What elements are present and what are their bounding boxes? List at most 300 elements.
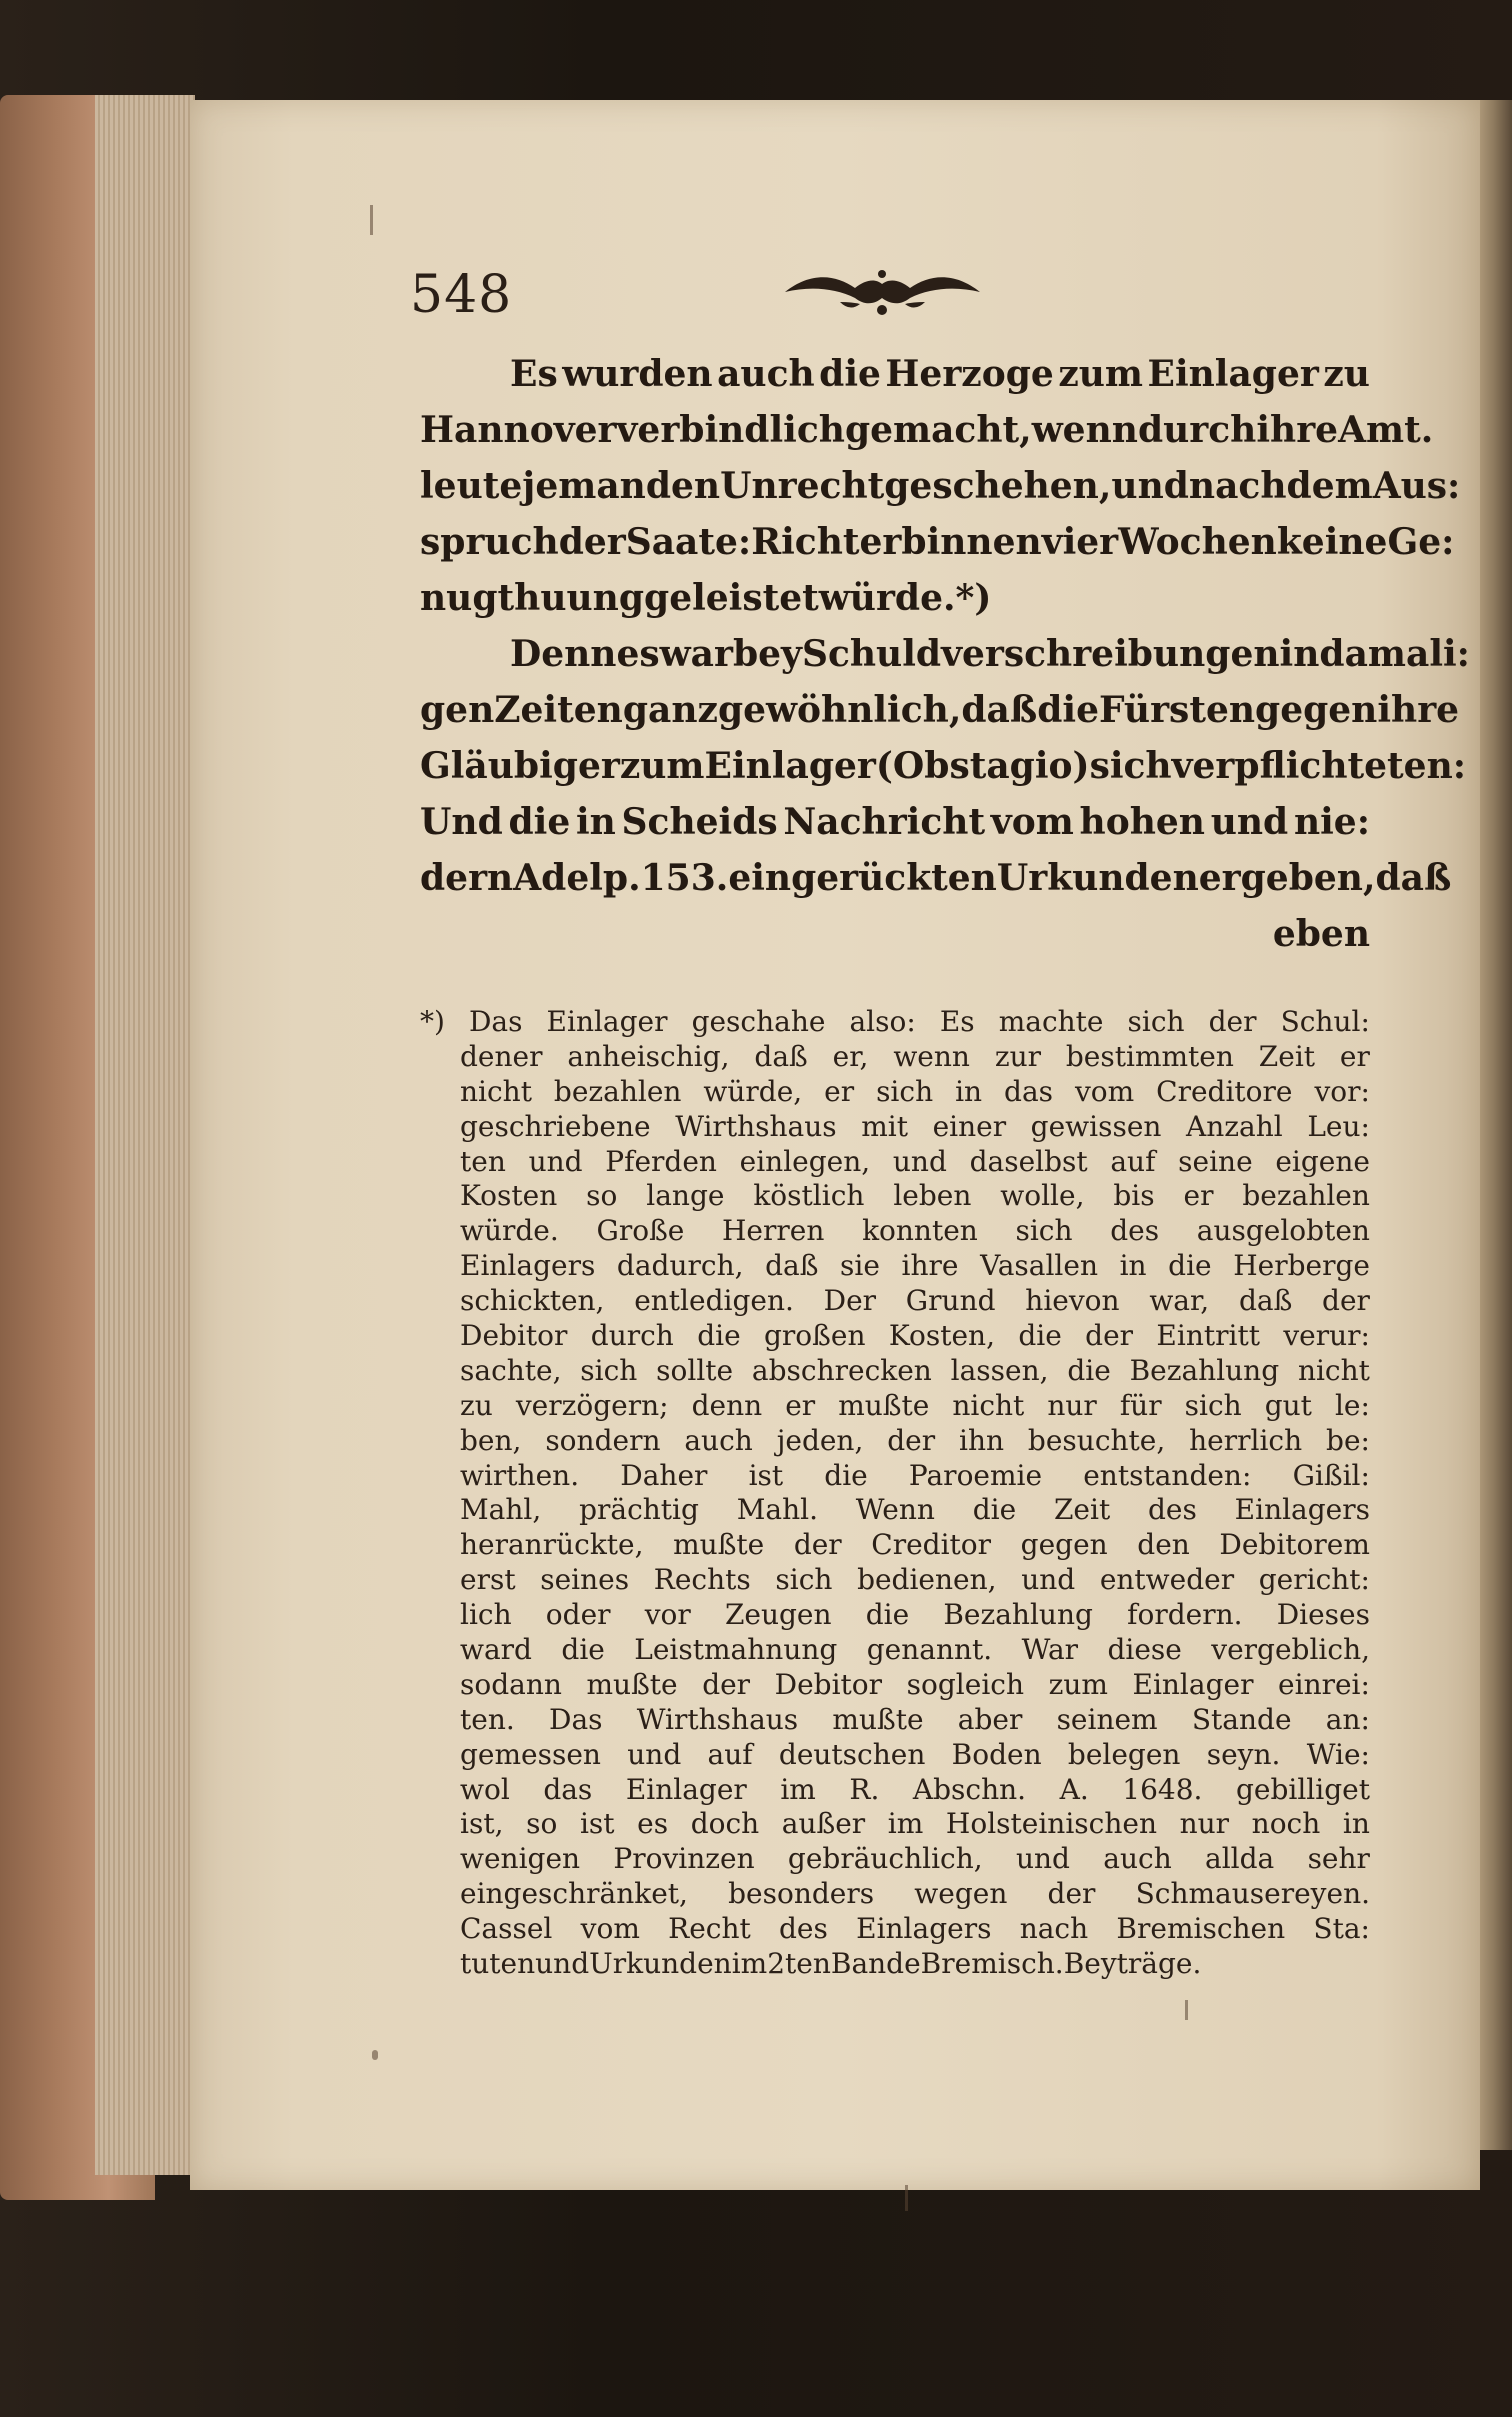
- footnote-line: [460, 1179, 1370, 1214]
- word: so: [586, 1179, 618, 1213]
- word: Abschn.: [912, 1772, 1027, 1806]
- word: bedienen,: [857, 1563, 997, 1597]
- word: deutschen: [778, 1737, 926, 1771]
- word: Aus:: [1372, 465, 1461, 507]
- word: durch: [590, 1319, 674, 1353]
- word: seine: [1178, 1144, 1253, 1178]
- footnote-line: [460, 1773, 1370, 1808]
- word: des: [1148, 1493, 1197, 1527]
- word: die: [1037, 689, 1099, 731]
- word: und: [535, 1947, 590, 1981]
- word: Amt.: [1338, 409, 1434, 451]
- word: Adel: [513, 857, 603, 899]
- word: besonders: [728, 1877, 875, 1911]
- word: ihn: [959, 1423, 1005, 1457]
- word: ist: [579, 1807, 615, 1841]
- word: die: [561, 1633, 605, 1667]
- word: gegen: [1020, 1528, 1108, 1562]
- word: Das: [468, 1005, 523, 1038]
- word: das: [1004, 1074, 1054, 1108]
- word: nicht: [1297, 1353, 1370, 1387]
- word: ten: [460, 1144, 506, 1178]
- footnote-line: [460, 1459, 1370, 1494]
- text-line: [420, 626, 1470, 682]
- word: die: [1018, 1319, 1062, 1353]
- word: zu: [1323, 353, 1370, 395]
- word: ausgelobten: [1196, 1214, 1370, 1248]
- word: Zeiten: [494, 689, 623, 731]
- word: Herberge: [1233, 1249, 1370, 1283]
- word: Zeit: [1053, 1493, 1111, 1527]
- word: zu: [460, 1388, 493, 1422]
- word: sachte,: [460, 1353, 562, 1387]
- word: Creditor: [871, 1528, 992, 1562]
- footnote-line: [460, 1424, 1370, 1459]
- footnote-line: [420, 1005, 1370, 1040]
- word: die: [1168, 1249, 1212, 1283]
- word: die: [972, 1493, 1017, 1527]
- word: Einlager: [1132, 1667, 1254, 1701]
- word: vier: [1041, 521, 1119, 563]
- catchword: eben: [1272, 913, 1370, 955]
- word: entstanden:: [1083, 1458, 1252, 1492]
- word: die: [824, 1458, 868, 1492]
- word: Wie:: [1306, 1737, 1370, 1771]
- word: Recht: [668, 1912, 751, 1946]
- word: verpflichteten:: [1171, 745, 1467, 787]
- word: wenn: [1031, 409, 1138, 451]
- word: nie:: [1293, 801, 1370, 843]
- footnote-line: [460, 1075, 1370, 1110]
- word: genannt.: [866, 1633, 993, 1667]
- word: *): [955, 577, 992, 619]
- word: nach: [1188, 465, 1287, 507]
- word: Einlager: [625, 1772, 747, 1806]
- word: leben: [893, 1179, 972, 1213]
- word: oder: [545, 1598, 611, 1632]
- word: erst: [460, 1563, 516, 1597]
- word: verzögern;: [515, 1388, 669, 1422]
- word: le:: [1334, 1388, 1370, 1422]
- word: Große: [596, 1214, 685, 1248]
- word: und: [1015, 1842, 1070, 1876]
- word: nur: [1179, 1807, 1230, 1841]
- word: Grund: [905, 1284, 996, 1318]
- word: bestimmten: [1065, 1039, 1234, 1073]
- word: Es: [510, 353, 558, 395]
- word: Einlager: [1147, 353, 1319, 395]
- word: nicht: [952, 1388, 1025, 1422]
- word: diese: [1107, 1633, 1182, 1667]
- word: ben,: [460, 1423, 522, 1457]
- word: denn: [691, 1388, 763, 1422]
- word: Herzoge: [885, 353, 1054, 395]
- word: sich: [1184, 1388, 1242, 1422]
- word: Leistmahnung: [634, 1633, 838, 1667]
- footnote-line: [460, 1807, 1370, 1842]
- word: wol: [460, 1772, 510, 1806]
- word: verbindlich: [616, 409, 845, 451]
- word: Schuldverschreibungen: [801, 633, 1280, 675]
- word: und: [627, 1737, 682, 1771]
- word: sogleich: [906, 1667, 1024, 1701]
- word: würde.: [460, 1214, 559, 1248]
- word: ihre: [1256, 409, 1339, 451]
- word: Rechts: [653, 1563, 751, 1597]
- word: nach: [1019, 1912, 1089, 1946]
- word: anheischig,: [567, 1039, 730, 1073]
- word: Denn: [510, 633, 617, 675]
- main-text: [420, 346, 1470, 962]
- word: sich: [580, 1353, 638, 1387]
- word: seinem: [1056, 1702, 1158, 1736]
- word: vom: [990, 801, 1074, 843]
- word: Einlagers: [460, 1249, 596, 1283]
- word: eingerückten: [728, 857, 997, 899]
- word: leute: [420, 465, 523, 507]
- word: 153.: [640, 857, 729, 899]
- word: Gläubiger: [420, 745, 620, 787]
- word: bezahlen: [1242, 1179, 1370, 1213]
- word: in: [1279, 633, 1320, 675]
- word: der: [1085, 1319, 1134, 1353]
- word: abschrecken: [751, 1353, 932, 1387]
- word: Provinzen: [613, 1842, 755, 1876]
- word: gewöhnlich,: [717, 689, 962, 731]
- paper-speck: [372, 2050, 378, 2060]
- word: gericht:: [1258, 1563, 1370, 1597]
- word: vor: [644, 1598, 691, 1632]
- word: für: [1119, 1388, 1162, 1422]
- paragraph-2: [420, 626, 1470, 906]
- word: p.: [602, 857, 641, 899]
- word: Der: [823, 1284, 877, 1318]
- footnote-line: [460, 1877, 1370, 1912]
- word: gen: [420, 689, 495, 731]
- word: damali:: [1319, 633, 1470, 675]
- paper-speck: [1185, 2000, 1188, 2020]
- word: eingeschränket,: [460, 1877, 688, 1911]
- footnote-line: [460, 1214, 1370, 1249]
- word: Holsteinischen: [945, 1807, 1157, 1841]
- word: Einlagers: [856, 1912, 992, 1946]
- word: bezahlen: [553, 1074, 682, 1108]
- word: den: [1137, 1528, 1190, 1562]
- word: auch: [1103, 1842, 1172, 1876]
- word: wegen: [914, 1877, 1008, 1911]
- word: Herren: [722, 1214, 825, 1248]
- text-line: [420, 682, 1460, 738]
- word: und: [1021, 1563, 1076, 1597]
- word: schickten,: [460, 1284, 605, 1318]
- word: sich: [775, 1563, 833, 1597]
- word: und: [892, 1144, 947, 1178]
- word: Bezahlung: [1129, 1353, 1280, 1387]
- word: in: [1119, 1249, 1147, 1283]
- word: der: [793, 1528, 842, 1562]
- footnote-line: [460, 1633, 1370, 1668]
- word: die: [1067, 1353, 1111, 1387]
- word: er: [785, 1388, 816, 1422]
- word: sich: [1089, 745, 1172, 787]
- word: der: [558, 521, 626, 563]
- footnote-line: [460, 1703, 1370, 1738]
- word: Das: [549, 1702, 603, 1736]
- word: nicht: [460, 1074, 532, 1108]
- text-line: [420, 570, 1370, 626]
- word: wurden: [562, 353, 713, 395]
- word: R.: [849, 1772, 880, 1806]
- footnote-line: [460, 1354, 1370, 1389]
- word: mußte: [586, 1667, 678, 1701]
- word: Dieses: [1276, 1598, 1370, 1632]
- word: *): [420, 1005, 445, 1038]
- word: jemanden: [522, 465, 721, 507]
- word: Eintritt: [1156, 1319, 1260, 1353]
- word: Debitor: [774, 1667, 883, 1701]
- word: Bezahlung: [943, 1598, 1093, 1632]
- word: zum: [1058, 353, 1144, 395]
- word: Hannover: [420, 409, 617, 451]
- word: im: [887, 1807, 924, 1841]
- word: sondern: [545, 1423, 661, 1457]
- word: bis: [1113, 1179, 1155, 1213]
- word: gemessen: [460, 1737, 601, 1771]
- footnote-line: [460, 1249, 1370, 1284]
- footnote-line: [460, 1668, 1370, 1703]
- word: Kosten,: [888, 1319, 995, 1353]
- word: keine: [1276, 521, 1388, 563]
- word: in: [1342, 1807, 1370, 1841]
- word: Beyträge.: [1063, 1947, 1202, 1981]
- word: einrei:: [1278, 1667, 1370, 1701]
- word: wenigen: [460, 1842, 581, 1876]
- word: wirthen.: [460, 1458, 580, 1492]
- word: gut: [1264, 1388, 1312, 1422]
- word: Und: [420, 801, 503, 843]
- word: belegen: [1067, 1737, 1181, 1771]
- page-stack: [95, 95, 195, 2175]
- word: mußte: [832, 1702, 924, 1736]
- word: Wochen: [1118, 521, 1277, 563]
- word: es: [616, 633, 660, 675]
- word: sodann: [460, 1667, 562, 1701]
- word: Unrecht: [720, 465, 885, 507]
- word: 2ten: [767, 1947, 831, 1981]
- paper-speck: [905, 2185, 908, 2211]
- word: daß: [1238, 1284, 1293, 1318]
- word: doch: [690, 1807, 760, 1841]
- word: Anzahl: [1186, 1109, 1283, 1143]
- footnote-line: [460, 1284, 1370, 1319]
- word: Pferden: [605, 1144, 717, 1178]
- word: würde.: [818, 577, 956, 619]
- word: dadurch,: [616, 1249, 744, 1283]
- word: Wirthshaus: [675, 1109, 837, 1143]
- word: Cassel: [460, 1912, 553, 1946]
- word: Zeit: [1258, 1039, 1316, 1073]
- word: großen: [764, 1319, 866, 1353]
- footnote-line: [460, 1947, 1370, 1982]
- word: ihre: [901, 1249, 959, 1283]
- word: Saate:Richter: [625, 521, 902, 563]
- word: auch: [684, 1423, 753, 1457]
- word: ist,: [460, 1807, 504, 1841]
- word: Mahl,: [460, 1493, 542, 1527]
- word: prächtig: [579, 1493, 699, 1527]
- word: Wirthshaus: [636, 1702, 799, 1736]
- word: sehr: [1307, 1842, 1370, 1876]
- word: bey: [732, 633, 802, 675]
- word: Bremisch.: [920, 1947, 1064, 1981]
- word: dern: [420, 857, 514, 899]
- word: verur:: [1283, 1319, 1370, 1353]
- text-line: [420, 402, 1434, 458]
- word: auch: [717, 353, 815, 395]
- word: be:: [1326, 1423, 1370, 1457]
- word: Debitor: [460, 1319, 568, 1353]
- word: auf: [1110, 1144, 1156, 1178]
- word: und: [1210, 801, 1289, 843]
- text-line: [420, 346, 1370, 402]
- word: die: [865, 1598, 910, 1632]
- word: ihre: [1377, 689, 1460, 731]
- word: allda: [1205, 1842, 1275, 1876]
- word: geschehen,: [884, 465, 1112, 507]
- word: Bande: [830, 1947, 921, 1981]
- word: lange: [646, 1179, 725, 1213]
- word: die: [697, 1319, 741, 1353]
- word: war: [659, 633, 733, 675]
- word: A.: [1059, 1772, 1089, 1806]
- word: heranrückte,: [460, 1528, 644, 1562]
- word: hohen: [1079, 801, 1205, 843]
- word: vom: [580, 1912, 640, 1946]
- word: mußte: [673, 1528, 765, 1562]
- word: sich: [1127, 1005, 1185, 1038]
- word: der: [1047, 1877, 1096, 1911]
- word: es: [637, 1807, 669, 1841]
- word: wenn: [893, 1039, 970, 1073]
- word: geschahe: [691, 1005, 826, 1038]
- page-number: 548: [410, 265, 513, 325]
- word: Daher: [620, 1458, 708, 1492]
- word: entweder: [1099, 1563, 1235, 1597]
- text-line: [420, 514, 1455, 570]
- text-line: [420, 458, 1461, 514]
- word: dener: [460, 1039, 543, 1073]
- word: seyn.: [1206, 1737, 1281, 1771]
- word: ist: [748, 1458, 784, 1492]
- word: so: [526, 1807, 558, 1841]
- word: eigene: [1275, 1144, 1370, 1178]
- word: Stande: [1191, 1702, 1292, 1736]
- word: tuten: [460, 1947, 536, 1981]
- word: des: [1110, 1214, 1160, 1248]
- word: und: [528, 1144, 583, 1178]
- word: gebräuchlich,: [787, 1842, 983, 1876]
- word: vom: [1074, 1074, 1135, 1108]
- word: Mahl.: [736, 1493, 818, 1527]
- word: auf: [707, 1737, 753, 1771]
- word: Vasallen: [980, 1249, 1098, 1283]
- word: wolle,: [1000, 1179, 1085, 1213]
- word: jeden,: [776, 1423, 864, 1457]
- word: einlegen,: [739, 1144, 871, 1178]
- word: Boden: [951, 1737, 1042, 1771]
- word: machte: [998, 1005, 1104, 1038]
- word: ergeben,: [1198, 857, 1376, 899]
- word: sich: [1015, 1214, 1073, 1248]
- word: durch: [1137, 409, 1257, 451]
- word: und: [1111, 465, 1189, 507]
- word: Wenn: [855, 1493, 935, 1527]
- word: daselbst: [969, 1144, 1088, 1178]
- word: konnten: [862, 1214, 978, 1248]
- word: (Obstagio): [875, 745, 1090, 787]
- word: mit: [861, 1109, 908, 1143]
- word: der: [887, 1423, 936, 1457]
- word: würde,: [703, 1074, 803, 1108]
- word: aber: [957, 1702, 1023, 1736]
- word: lich: [460, 1598, 512, 1632]
- word: vergeblich,: [1211, 1633, 1370, 1667]
- word: ten.: [460, 1702, 515, 1736]
- footnote-line: [460, 1598, 1370, 1633]
- footnote-line: [460, 1912, 1370, 1947]
- word: daß: [1375, 857, 1452, 899]
- word: sich: [876, 1074, 934, 1108]
- word: Urkunden: [589, 1947, 732, 1981]
- word: an:: [1325, 1702, 1370, 1736]
- word: 1648.: [1122, 1772, 1203, 1806]
- text-line: [420, 738, 1467, 794]
- word: lassen,: [950, 1353, 1049, 1387]
- word: Schmausereyen.: [1135, 1877, 1370, 1911]
- word: daß: [961, 689, 1038, 731]
- word: war,: [1149, 1284, 1210, 1318]
- word: die: [508, 801, 571, 843]
- word: daß: [765, 1249, 819, 1283]
- word: einer: [932, 1109, 1007, 1143]
- word: in: [575, 801, 616, 843]
- word: ganz: [622, 689, 718, 731]
- word: geschriebene: [460, 1109, 651, 1143]
- footnote-line: [460, 1563, 1370, 1598]
- word: Debitorem: [1219, 1528, 1370, 1562]
- facing-page-edge: [1475, 100, 1512, 2150]
- text-line: [420, 850, 1452, 906]
- word: in: [955, 1074, 983, 1108]
- word: nur: [1047, 1388, 1097, 1422]
- word: vor:: [1314, 1074, 1370, 1108]
- word: zur: [994, 1039, 1041, 1073]
- word: er: [824, 1074, 855, 1108]
- paragraph-1: [420, 346, 1461, 626]
- word: zum: [619, 745, 705, 787]
- word: gebilliget: [1235, 1772, 1370, 1806]
- word: Nachricht: [783, 801, 986, 843]
- text-line: [420, 794, 1370, 850]
- word: sollte: [656, 1353, 734, 1387]
- word: Es: [939, 1005, 975, 1038]
- word: der: [1322, 1284, 1370, 1318]
- word: nugthuung: [420, 577, 645, 619]
- word: sie: [840, 1249, 880, 1283]
- word: Einlagers: [1234, 1493, 1370, 1527]
- word: Einlager: [704, 745, 876, 787]
- word: besuchte,: [1027, 1423, 1166, 1457]
